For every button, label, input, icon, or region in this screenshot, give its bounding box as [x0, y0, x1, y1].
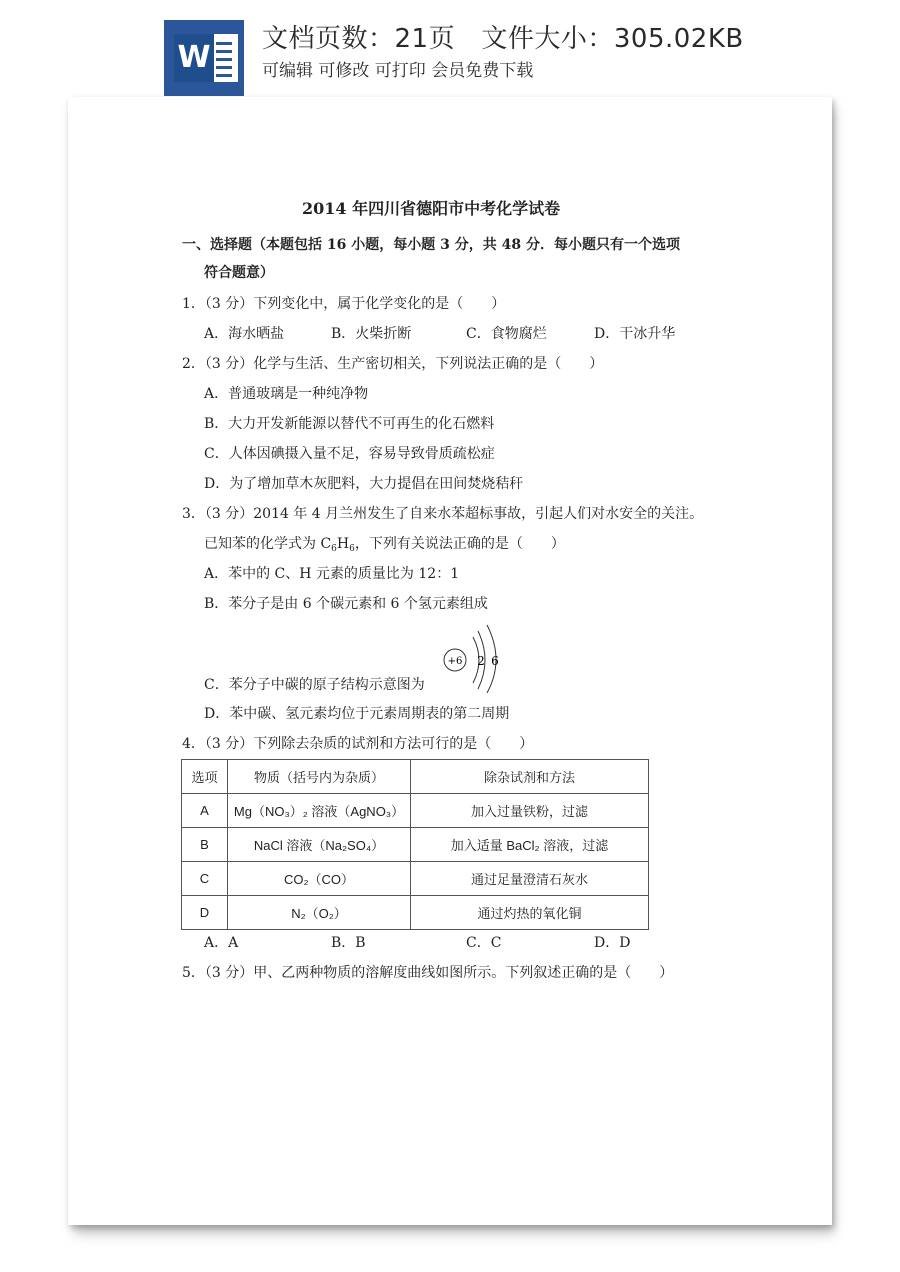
q2-option-b: B．大力开发新能源以替代不可再生的化石燃料	[204, 416, 495, 432]
question-1: 1．（3 分）下列变化中，属于化学变化的是（ ）	[182, 296, 506, 312]
table-cell: 加入适量 BaCl₂ 溶液，过滤	[411, 828, 649, 862]
table-row	[182, 862, 649, 896]
carbon-atom-diagram	[443, 623, 507, 693]
q1-option-b: B．火柴折断	[331, 326, 412, 342]
table-header: 物质（括号内为杂质）	[228, 760, 411, 794]
exam-title: 2014 年四川省德阳市中考化学试卷	[302, 199, 561, 218]
banner-subtitle: 可编辑 可修改 可打印 会员免费下载	[262, 61, 534, 81]
table-cell: CO₂（CO）	[228, 862, 411, 896]
q1-option-a: A．海水晒盐	[204, 326, 285, 342]
q2-option-a: A．普通玻璃是一种纯净物	[204, 386, 369, 402]
q4-option-c: C．C	[466, 935, 502, 951]
q3-option-c: C．苯分子中碳的原子结构示意图为	[204, 677, 425, 693]
atom-nucleus-label: +6	[447, 656, 463, 667]
table-cell: 通过灼热的氧化铜	[411, 896, 649, 930]
table-cell: NaCl 溶液（Na₂SO₄）	[228, 828, 411, 862]
table-cell: N₂（O₂）	[228, 896, 411, 930]
table-cell: Mg（NO₃）₂ 溶液（AgNO₃）	[228, 794, 411, 828]
q4-option-a: A．A	[204, 935, 239, 951]
word-document-icon: W	[164, 20, 244, 96]
table-cell: C	[182, 862, 228, 896]
atom-shell-1-label: 2	[477, 654, 485, 668]
question-3: 3．（3 分）2014 年 4 月兰州发生了自来水苯超标事故，引起人们对水安全的关注。	[182, 506, 704, 522]
q1-option-d: D．干冰升华	[594, 326, 676, 342]
q4-option-d: D．D	[594, 935, 631, 951]
table-cell: B	[182, 828, 228, 862]
banner-title: 文档页数：21页 文件大小：305.02KB	[262, 24, 744, 54]
q4-option-b: B．B	[331, 935, 366, 951]
table-cell: D	[182, 896, 228, 930]
section-heading: 一、选择题（本题包括 16 小题，每小题 3 分，共 48 分．每小题只有一个选项	[182, 237, 680, 253]
q3-option-a: A．苯中的 C、H 元素的质量比为 12：1	[204, 566, 460, 582]
table-header: 选项	[182, 760, 228, 794]
section-heading-cont: 符合题意）	[204, 265, 274, 281]
table-row	[182, 828, 649, 862]
q2-option-c: C．人体因碘摄入量不足，容易导致骨质疏松症	[204, 446, 495, 462]
q2-option-d: D．为了增加草木灰肥料，大力提倡在田间焚烧秸秆	[204, 476, 524, 492]
reagent-table	[181, 759, 649, 930]
table-row	[182, 896, 649, 930]
q3-option-d: D．苯中碳、氢元素均位于元素周期表的第二周期	[204, 706, 510, 722]
atom-shell-2-label: 6	[491, 654, 499, 668]
table-header: 除杂试剂和方法	[411, 760, 649, 794]
q1-option-c: C．食物腐烂	[466, 326, 547, 342]
table-header-row	[182, 760, 649, 794]
table-row	[182, 794, 649, 828]
table-cell: 通过足量澄清石灰水	[411, 862, 649, 896]
question-2: 2．（3 分）化学与生活、生产密切相关，下列说法正确的是（ ）	[182, 356, 604, 372]
question-4: 4．（3 分）下列除去杂质的试剂和方法可行的是（ ）	[182, 736, 534, 752]
question-5: 5．（3 分）甲、乙两种物质的溶解度曲线如图所示。下列叙述正确的是（ ）	[182, 965, 674, 981]
table-cell: 加入过量铁粉，过滤	[411, 794, 649, 828]
q3-option-b: B．苯分子是由 6 个碳元素和 6 个氢元素组成	[204, 596, 488, 612]
question-3-cont: 已知苯的化学式为 $C_6H_6$，下列有关说法正确的是（ ）	[204, 536, 565, 554]
table-cell: A	[182, 794, 228, 828]
download-banner	[0, 0, 900, 100]
